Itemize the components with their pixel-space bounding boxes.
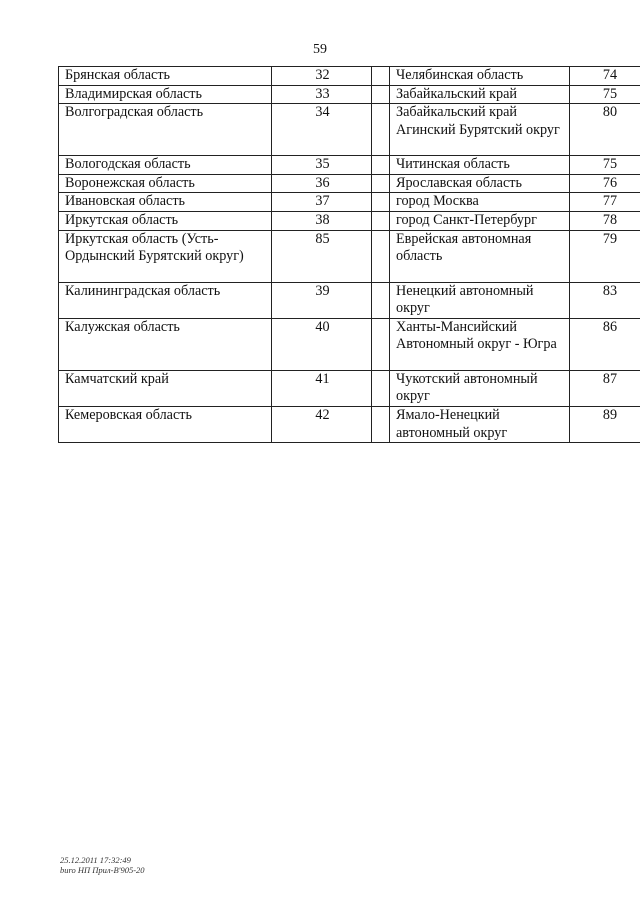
- region-name: Ивановская область: [59, 193, 272, 212]
- region-code: 41: [272, 370, 372, 406]
- region-code: 40: [272, 318, 372, 370]
- region-name: Еврейская автономная область: [390, 230, 570, 282]
- spacer-cell: [372, 156, 390, 175]
- region-name: город Москва: [390, 193, 570, 212]
- region-code: 85: [272, 230, 372, 282]
- region-code: 35: [272, 156, 372, 175]
- region-code: 74: [570, 67, 640, 86]
- region-name: город Санкт-Петербург: [390, 211, 570, 230]
- table-row: [59, 85, 640, 104]
- region-name: Челябинская область: [390, 67, 570, 86]
- region-code: 89: [570, 406, 640, 442]
- region-code: 33: [272, 85, 372, 104]
- region-name: Ярославская область: [390, 174, 570, 193]
- table-row: [59, 318, 640, 370]
- region-name: Воронежская область: [59, 174, 272, 193]
- region-name: Забайкальский край: [390, 85, 570, 104]
- table-row: [59, 370, 640, 406]
- region-codes-table: [58, 66, 640, 443]
- region-code: 87: [570, 370, 640, 406]
- region-name: Забайкальский край Агинский Бурятский округ: [390, 104, 570, 156]
- region-code: 38: [272, 211, 372, 230]
- region-name: Калужская область: [59, 318, 272, 370]
- table-row: [59, 156, 640, 175]
- region-name: Ненецкий автономный округ: [390, 282, 570, 318]
- region-code: 36: [272, 174, 372, 193]
- table-row: [59, 67, 640, 86]
- region-name: Брянская область: [59, 67, 272, 86]
- spacer-cell: [372, 370, 390, 406]
- region-name: Ямало-Ненецкий автономный округ: [390, 406, 570, 442]
- table-row: [59, 282, 640, 318]
- spacer-cell: [372, 193, 390, 212]
- region-code: 75: [570, 85, 640, 104]
- region-name: Камчатский край: [59, 370, 272, 406]
- region-code: 86: [570, 318, 640, 370]
- spacer-cell: [372, 174, 390, 193]
- region-name: Вологодская область: [59, 156, 272, 175]
- table-row: [59, 104, 640, 156]
- region-code: 77: [570, 193, 640, 212]
- footer-document-id: buro НП Прил-В'905-20: [60, 865, 145, 875]
- region-name: Читинская область: [390, 156, 570, 175]
- footer-timestamp: 25.12.2011 17:32:49: [60, 855, 131, 865]
- table-row: [59, 211, 640, 230]
- region-name: Кемеровская область: [59, 406, 272, 442]
- region-name: Чукотский автономный округ: [390, 370, 570, 406]
- region-name: Ханты-Мансийский Автономный округ - Югра: [390, 318, 570, 370]
- spacer-cell: [372, 230, 390, 282]
- spacer-cell: [372, 67, 390, 86]
- table-row: [59, 193, 640, 212]
- region-code: 39: [272, 282, 372, 318]
- spacer-cell: [372, 104, 390, 156]
- spacer-cell: [372, 85, 390, 104]
- region-name: Иркутская область (Усть-Ордынский Бурятский округ): [59, 230, 272, 282]
- region-code: 80: [570, 104, 640, 156]
- document-footer: [60, 855, 145, 875]
- region-code: 78: [570, 211, 640, 230]
- region-code: 83: [570, 282, 640, 318]
- table-row: [59, 174, 640, 193]
- page-number: 59: [313, 42, 327, 57]
- table-row: [59, 230, 640, 282]
- region-name: Волгоградская область: [59, 104, 272, 156]
- region-name: Иркутская область: [59, 211, 272, 230]
- region-code: 32: [272, 67, 372, 86]
- region-code: 37: [272, 193, 372, 212]
- table-row: [59, 406, 640, 442]
- spacer-cell: [372, 211, 390, 230]
- region-code: 75: [570, 156, 640, 175]
- spacer-cell: [372, 406, 390, 442]
- spacer-cell: [372, 318, 390, 370]
- region-code: 79: [570, 230, 640, 282]
- region-name: Калининградская область: [59, 282, 272, 318]
- region-name: Владимирская область: [59, 85, 272, 104]
- spacer-cell: [372, 282, 390, 318]
- region-code: 42: [272, 406, 372, 442]
- region-code: 76: [570, 174, 640, 193]
- region-code: 34: [272, 104, 372, 156]
